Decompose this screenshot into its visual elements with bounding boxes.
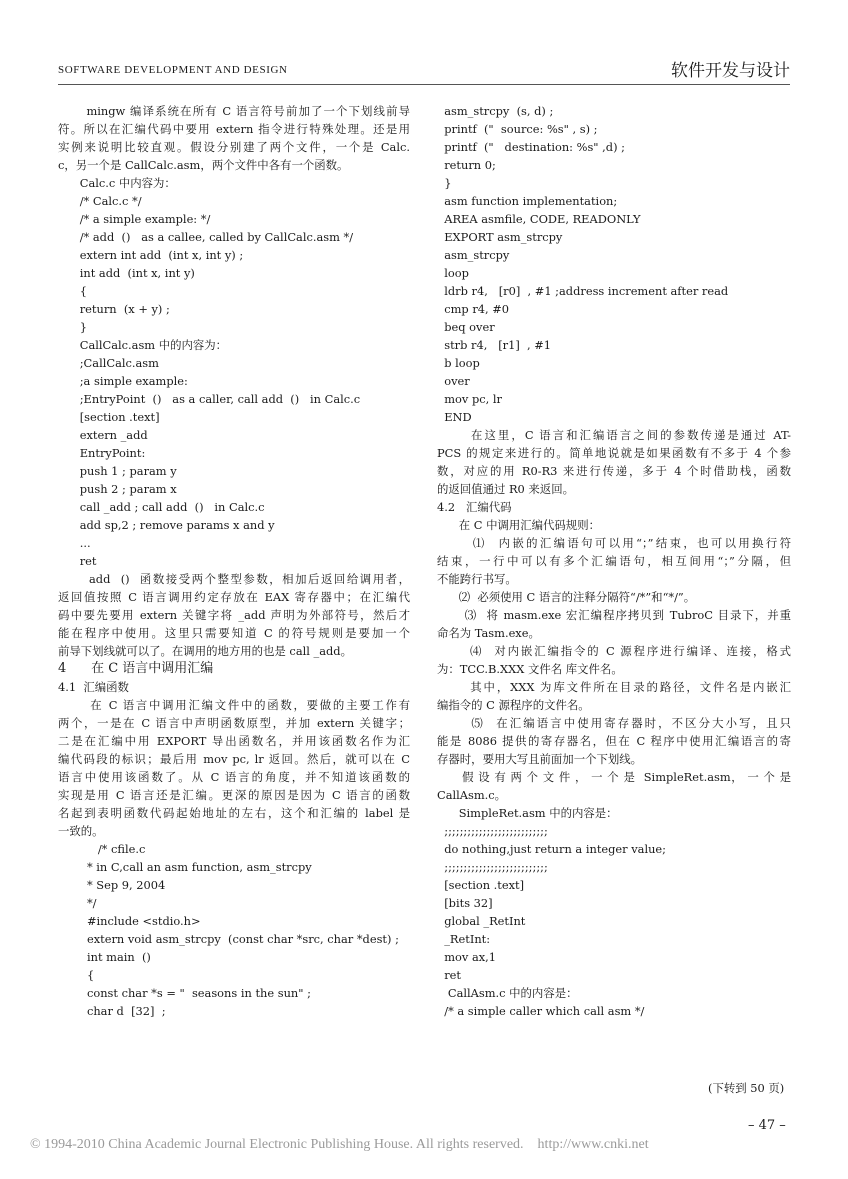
text-line-left: 两个，一是在 C 语言中声明函数原型，并加 extern 关键字； [58, 716, 410, 730]
text-line-right: ;;;;;;;;;;;;;;;;;;;;;;;;;;; [437, 860, 548, 874]
text-line-left: 编代码段的标识；最后用 mov pc, lr 返回。然后，就可以在 C [58, 752, 410, 766]
text-line-right: global _RetInt [437, 914, 526, 928]
text-line-left: 返回值按照 C 语言调用约定存放在 EAX 寄存器中；在汇编代 [58, 590, 410, 604]
page-header [58, 56, 790, 85]
text-line-right: 为：TCC.B.XXX 文件名 库文件名。 [437, 662, 623, 676]
text-line-right: 数，对应的用 R0-R3 来进行传递，多于 4 个时借助栈，函数 [437, 464, 791, 478]
text-line-left: 实例来说明比较直观。假设分别建了两个文件，一个是 Calc. [58, 140, 410, 154]
left-column [58, 102, 410, 1020]
text-line-left: 4 在 C 语言中调用汇编 [58, 661, 214, 676]
text-line-right: ret [437, 968, 462, 982]
text-line-right: mov pc, lr [437, 392, 502, 406]
text-line-right: ldrb r4, [r0] , #1 ;address increment after read [437, 284, 729, 298]
text-line-left: int add (int x, int y) [58, 266, 195, 280]
text-line-right: EXPORT asm_strcpy [437, 230, 563, 244]
text-line-right: 4.2 汇编代码 [437, 500, 512, 514]
text-line-left: { [58, 284, 87, 298]
page-number: – 47 – [748, 1118, 786, 1133]
text-line-right: [bits 32] [437, 896, 493, 910]
text-line-left: call _add ; call add () in Calc.c [58, 500, 265, 514]
text-line-left: CallCalc.asm 中的内容为： [58, 338, 228, 352]
text-line-left: ret [58, 554, 97, 568]
text-line-right: ⑶ 将 masm.exe 宏汇编程序拷贝到 TubroC 目录下，并重 [437, 608, 791, 622]
text-line-right: printf (" destination: %s" ,d) ; [437, 140, 625, 154]
text-line-left: extern _add [58, 428, 148, 442]
text-line-left: 二是在汇编中用 EXPORT 导出函数名，并用该函数名作为汇 [58, 734, 410, 748]
text-line-left: return (x + y) ; [58, 302, 170, 316]
text-line-right: 在 C 中调用汇编代码规则： [437, 518, 600, 532]
text-line-left: add sp,2 ; remove params x and y [58, 518, 275, 532]
text-line-right: /* a simple caller which call asm */ [437, 1004, 645, 1018]
text-line-left: EntryPoint: [58, 446, 146, 460]
text-line-left: 4.1 汇编函数 [58, 680, 129, 694]
text-line-right: asm function implementation; [437, 194, 618, 208]
text-line-right: 存器时，要用大写且前面加一个下划线。 [437, 752, 643, 766]
text-line-left: Calc.c 中内容为： [58, 176, 176, 190]
text-line-right: AREA asmfile, CODE, READONLY [437, 212, 641, 226]
text-line-right: 编指令的 C 源程序的文件名。 [437, 698, 590, 712]
text-line-left: { [58, 968, 95, 982]
copyright-footer: © 1994-2010 China Academic Journal Electronic Publishing House. All rights reserved. http://www.cnki.net [30, 1137, 649, 1152]
text-line-right: b loop [437, 356, 480, 370]
text-line-left: mingw 编译系统在所有 C 语言符号前加了一个下划线前导 [58, 104, 410, 118]
text-line-right: over [437, 374, 470, 388]
text-line-right: ⑷ 对内嵌汇编指令的 C 源程序进行编译、连接，格式 [437, 644, 791, 658]
text-line-left: */ [58, 896, 97, 910]
text-line-left: 一致的。 [58, 824, 104, 838]
text-line-right: 命名为 Tasm.exe。 [437, 626, 540, 640]
text-line-left: add () 函数接受两个整型参数，相加后返回给调用者， [58, 572, 410, 586]
text-line-right: strb r4, [r1] , #1 [437, 338, 552, 352]
text-line-right: ;;;;;;;;;;;;;;;;;;;;;;;;;;; [437, 824, 548, 838]
text-line-left: 语言中使用该函数了。从 C 语言的角度，并不知道该函数的 [58, 770, 410, 784]
journal-title-cn: 软件开发与设计 [671, 61, 790, 81]
text-line-right: 结束，一行中可以有多个汇编语句，相互间用“；”分隔，但 [437, 554, 791, 568]
text-line-left: push 2 ; param x [58, 482, 177, 496]
text-line-left: 前导下划线就可以了。在调用的地方用的也是 call _add。 [58, 644, 352, 658]
text-line-left: [section .text] [58, 410, 160, 424]
text-line-left: char d [32] ; [58, 1004, 166, 1018]
text-line-left: const char *s = " seasons in the sun" ; [58, 986, 311, 1000]
text-line-left: ;EntryPoint () as a caller, call add () in Calc.c [58, 392, 361, 406]
text-line-right: _RetInt: [437, 932, 491, 946]
text-line-right: CallAsm.c 中的内容是： [437, 986, 578, 1000]
text-line-left: 实现是用 C 语言还是汇编。更深的原因是因为 C 语言的函数 [58, 788, 410, 802]
text-line-right: ⑴ 内嵌的汇编语句可以用“；”结束，也可以用换行符 [437, 536, 791, 550]
text-line-left: extern void asm_strcpy (const char *src, char *dest) ; [58, 932, 399, 946]
text-line-left: * Sep 9, 2004 [58, 878, 166, 892]
text-line-right: END [437, 410, 472, 424]
text-line-right: ⑸ 在汇编语言中使用寄存器时，不区分大小写，且只 [437, 716, 791, 730]
text-line-right: SimpleRet.asm 中的内容是： [437, 806, 618, 820]
text-line-right: beq over [437, 320, 495, 334]
text-line-right: asm_strcpy [437, 248, 510, 262]
text-line-right: PCS 的规定来进行的。简单地说就是如果函数有不多于 4 个参 [437, 446, 791, 460]
text-line-left: int main () [58, 950, 151, 964]
continued-note: (下转到 50 页) [708, 1081, 785, 1095]
text-line-right: do nothing,just return a integer value; [437, 842, 667, 856]
text-line-left: ;a simple example: [58, 374, 188, 388]
text-line-right: asm_strcpy (s, d) ; [437, 104, 554, 118]
text-line-left: /* cfile.c [58, 842, 146, 856]
text-line-right: return 0; [437, 158, 496, 172]
text-line-right: ⑵ 必须使用 C 语言的注释分隔符“/*”和“*/”。 [437, 590, 696, 604]
text-line-right: [section .text] [437, 878, 525, 892]
text-line-left: #include <stdio.h> [58, 914, 201, 928]
text-line-left: /* a simple example: */ [58, 212, 211, 226]
text-line-left: 名起到表明函数代码起始地址的左右，这个和汇编的 label 是 [58, 806, 410, 820]
text-line-left: 在 C 语言中调用汇编文件中的函数，要做的主要工作有 [58, 698, 410, 712]
text-line-right: mov ax,1 [437, 950, 497, 964]
right-column [437, 102, 791, 1020]
text-line-right: printf (" source: %s" , s) ; [437, 122, 598, 136]
text-line-right: 在这里，C 语言和汇编语言之间的参数传递是通过 AT- [437, 428, 791, 442]
journal-title-en: SOFTWARE DEVELOPMENT AND DESIGN [58, 64, 288, 76]
text-line-left: * in C,call an asm function, asm_strcpy [58, 860, 312, 874]
text-line-left: /* Calc.c */ [58, 194, 142, 208]
text-line-left: ;CallCalc.asm [58, 356, 159, 370]
text-line-left: ... [58, 536, 91, 550]
text-line-left: c，另一个是 CallCalc.asm，两个文件中各有一个函数。 [58, 158, 349, 172]
text-line-left: } [58, 320, 87, 334]
text-line-right: 的返回值通过 R0 来返回。 [437, 482, 574, 496]
text-line-left: 能在程序中使用。这里只需要知道 C 的符号规则是要加一个 [58, 626, 410, 640]
text-line-left: 码中要先要用 extern 关键字将 _add 声明为外部符号，然后才 [58, 608, 410, 622]
text-line-left: extern int add (int x, int y) ; [58, 248, 244, 262]
text-line-right: 不能跨行书写。 [437, 572, 517, 586]
text-line-right: loop [437, 266, 469, 280]
text-line-right: 假 设 有 两 个 文 件 ， 一 个 是 SimpleRet.asm， 一 个 是 [437, 770, 791, 784]
text-line-right: cmp r4, #0 [437, 302, 510, 316]
text-line-left: /* add () as a callee, called by CallCalc.asm */ [58, 230, 354, 244]
text-line-right: 其中，XXX 为库文件所在目录的路径，文件名是内嵌汇 [437, 680, 791, 694]
text-line-right: 能是 8086 提供的寄存器名，但在 C 程序中使用汇编语言的寄 [437, 734, 791, 748]
text-line-right: CallAsm.c。 [437, 788, 507, 802]
text-line-right: } [437, 176, 452, 190]
text-line-left: push 1 ; param y [58, 464, 177, 478]
text-line-left: 符。所以在汇编代码中要用 extern 指令进行特殊处理。还是用 [58, 122, 410, 136]
